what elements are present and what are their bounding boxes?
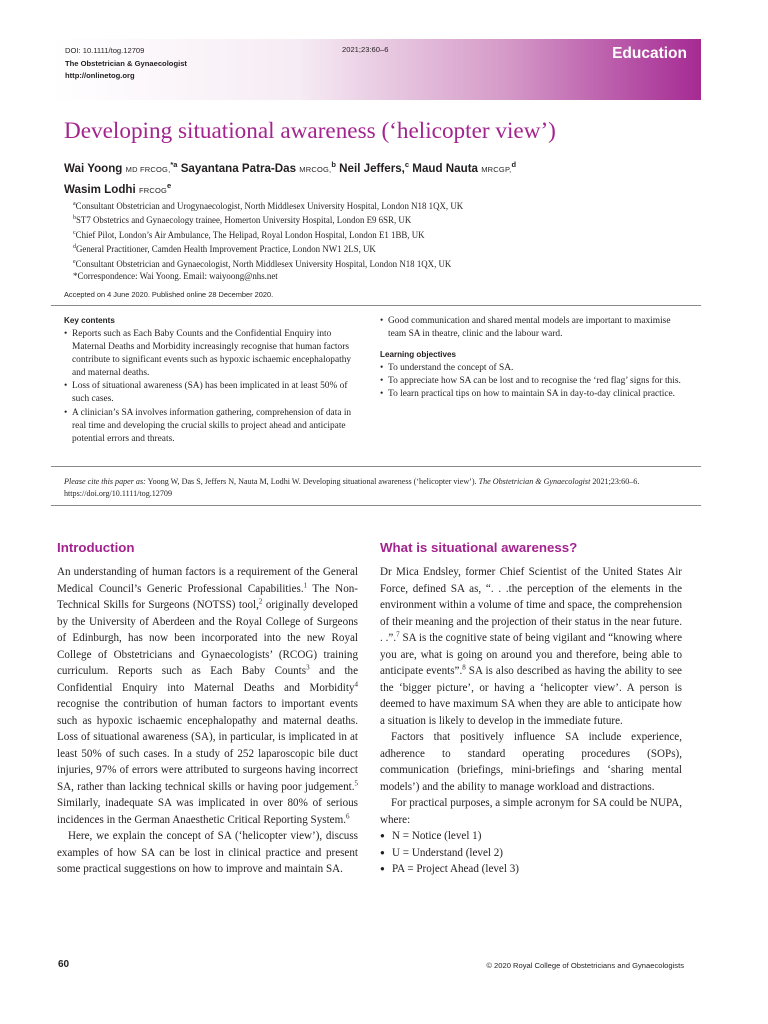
text-run: Similarly, inadequate SA was implicated in over 80% of serious incidences in the German Anaesthetic Critical Reporting System. <box>57 797 358 826</box>
nupa-item: ● PA = Project Ahead (level 3) <box>380 861 682 878</box>
citation-lead: Please cite this paper as: <box>64 477 146 486</box>
author-mark: e <box>167 180 172 190</box>
sa-paragraph <box>380 564 682 729</box>
divider <box>51 505 701 506</box>
reference-mark: 7 <box>396 630 400 639</box>
journal-url[interactable]: http://onlinetog.org <box>65 71 135 80</box>
key-contents-item: • Loss of situational awareness (SA) has been implicated in at least 50% of such cases. <box>64 380 356 406</box>
affiliation-mark: a <box>73 201 76 207</box>
key-contents-item: • A clinician’s SA involves information gathering, comprehension of data in real time and developing the crucial skills to project ahead and anticipate potential errors and threats. <box>64 407 356 446</box>
text-run: originally developed by the University of Aberdeen and the Royal College of Surgeons of Edinburgh, has now been incorporated into the new Royal College of Obstetricians and Gynaecologists’ (RCOG) training curriculum. Reports such as Each Baby Counts <box>57 599 358 677</box>
journal-name: The Obstetrician & Gynaecologist <box>65 58 187 68</box>
text-run: An understanding of human factors is a requirement of the General Medical Council’s Generic Professional Capabilities. <box>57 566 358 595</box>
citation-text: Yoong W, Das S, Jeffers N, Nauta M, Lodhi W. Developing situational awareness (‘helicopter view’). <box>147 477 477 486</box>
text-run: Dr Mica Endsley, former Chief Scientist of the United States Air Force, defined SA as, “. . .the perception of the elements in the environment within a volume of time and space, the comprehension of their meaning and the projection of their status in the near future. . .”. <box>380 566 682 644</box>
author-degrees: MRCGP, <box>481 164 512 174</box>
author-name: Wai Yoong <box>64 161 123 175</box>
author-mark: d <box>511 160 517 169</box>
key-contents-item: • Good communication and shared mental models are important to maximise team SA in theatre, clinic and the labour ward. <box>380 315 690 341</box>
key-contents-item: • Reports such as Each Baby Counts and the Confidential Enquiry into Maternal Deaths and Morbidity increasingly recognise that human factors contribute to significant events such as hypoxic ischaemic encephalopathy and maternal deaths. <box>64 328 356 380</box>
section-label: Education <box>612 45 687 62</box>
text-run: The Non-Technical Skills for Surgeons (NOTSS) tool, <box>57 582 358 611</box>
text-run: SA is the cognitive state of being vigilant and “knowing where you are, what is going on around you and therefore, being able to anticipate events”. <box>380 632 682 677</box>
page-number: 60 <box>58 959 70 970</box>
accepted-date: Accepted on 4 June 2020. Published online 28 December 2020. <box>64 290 274 299</box>
sa-paragraph: Factors that positively influence SA include experience, adherence to standard operating procedures (SOPs), communication (briefings, mini-briefings and ‘sharing mental models’) and the ability to manage workload and distractions. <box>380 731 682 793</box>
author-mark: *a <box>170 160 178 169</box>
author-name: Sayantana Patra-Das <box>180 161 297 175</box>
introduction-paragraph <box>57 564 358 828</box>
learning-objective-item: • To understand the concept of SA. <box>380 362 690 375</box>
author-name: Neil Jeffers, <box>339 161 405 175</box>
sa-paragraph: For practical purposes, a simple acronym for SA could be NUPA, where: <box>380 797 682 826</box>
author-list <box>64 157 704 199</box>
learning-objective-item: • To appreciate how SA can be lost and to recognise the ‘red flag’ signs for this. <box>380 375 690 388</box>
affiliation-text: Chief Pilot, London’s Air Ambulance, The Helipad, Royal London Hospital, London E1 1BB, UK <box>75 229 425 240</box>
citation-journal: The Obstetrician & Gynaecologist <box>478 477 591 486</box>
affiliation-mark: e <box>73 258 76 265</box>
affiliation-mark: d <box>73 244 76 251</box>
reference-mark: 5 <box>354 778 358 787</box>
author-mark: b <box>331 160 336 169</box>
correspondence: *Correspondence: Wai Yoong. Email: waiyoong@nhs.net <box>73 270 278 281</box>
learning-objective-item: • To learn practical tips on how to maintain SA in day-to-day clinical practice. <box>380 388 690 401</box>
author-mark: c <box>404 160 410 169</box>
author-name: Wasim Lodhi <box>64 182 136 196</box>
affiliation-text: ST7 Obstetrics and Gynaecology trainee, Homerton University Hospital, London E9 6SR, UK <box>76 215 412 226</box>
introduction-body <box>57 564 358 878</box>
volume-info: 2021;23:60–6 <box>342 45 389 54</box>
text-run: SA is also described as having the ability to see the ‘bigger picture’, or having a ‘helicopter view’. A person is deemed to have maximum SA when they are able to anticipate how a situation is likely to develop in the immediate future. <box>380 665 682 727</box>
journal-info <box>65 45 187 83</box>
affiliation-mark: c <box>73 229 76 236</box>
key-contents-continued <box>380 315 690 401</box>
reference-mark: 1 <box>303 580 308 589</box>
affiliations <box>73 198 693 282</box>
text-run: recognise the contribution of human factors to important events such as hypoxic ischaemic encephalopathy and maternal deaths. Loss of situational awareness (SA), in particular, is implicated in at least 50% of such cases. In a study of 252 laparoscopic bile duct injuries, 97% of errors were attributed to surgeons having incorrect SA, rather than lacking technical skills or having poor judgement. <box>57 698 358 793</box>
journal-header-band <box>51 39 701 100</box>
reference-mark: 4 <box>354 679 358 688</box>
introduction-paragraph: Here, we explain the concept of SA (‘helicopter view’), discuss examples of how SA can be lost in clinical practice and present some practical suggestions on how to improve and maintain SA. <box>57 830 358 875</box>
nupa-item: ● U = Understand (level 2) <box>380 845 682 862</box>
nupa-list <box>380 828 682 878</box>
author-name: Maud Nauta <box>412 161 478 175</box>
affiliation-item <box>73 212 693 226</box>
what-is-sa-body <box>380 564 682 878</box>
text-run: and the Confidential Enquiry into Maternal Deaths and Morbidity <box>57 665 359 694</box>
affiliation-item <box>73 241 693 255</box>
affiliation-item <box>73 227 693 241</box>
reference-mark: 2 <box>258 597 263 606</box>
divider <box>51 466 701 467</box>
key-contents-heading: Key contents <box>64 316 115 325</box>
author-degrees: FRCOG <box>138 185 168 195</box>
citation <box>64 476 686 501</box>
affiliation-mark: b <box>73 215 76 222</box>
author-degrees: MRCOG, <box>299 164 332 174</box>
section-heading-what-is-sa: What is situational awareness? <box>380 540 578 555</box>
reference-mark: 8 <box>462 663 466 672</box>
affiliation-item <box>73 256 693 270</box>
divider <box>51 305 701 306</box>
doi-text: DOI: 10.1111/tog.12709 <box>65 46 145 55</box>
learning-objectives-heading: Learning objectives <box>380 350 457 360</box>
key-contents <box>64 315 356 446</box>
affiliation-text: General Practitioner, Camden Health Improvement Practice, London NW1 2LS, UK <box>76 244 376 255</box>
citation-ref[interactable]: 2021;23:60–6. https://doi.org/10.1111/tog.12709 <box>64 477 640 499</box>
affiliation-item <box>73 198 693 212</box>
affiliation-text: Consultant Obstetrician and Urogynaecologist, North Middlesex University Hospital, London N18 1QX, UK <box>75 200 464 211</box>
reference-mark: 6 <box>345 811 350 820</box>
affiliation-text: Consultant Obstetrician and Gynaecologist, North Middlesex University Hospital, London N18 1QX, UK <box>75 258 452 269</box>
article-title: Developing situational awareness (‘helicopter view’) <box>64 118 556 144</box>
section-heading-introduction: Introduction <box>57 540 135 555</box>
author-degrees: MD FRCOG, <box>125 164 171 174</box>
nupa-item: ● N = Notice (level 1) <box>380 828 682 845</box>
copyright-notice: © 2020 Royal College of Obstetricians and Gynaecologists <box>486 961 684 970</box>
reference-mark: 3 <box>306 663 310 672</box>
